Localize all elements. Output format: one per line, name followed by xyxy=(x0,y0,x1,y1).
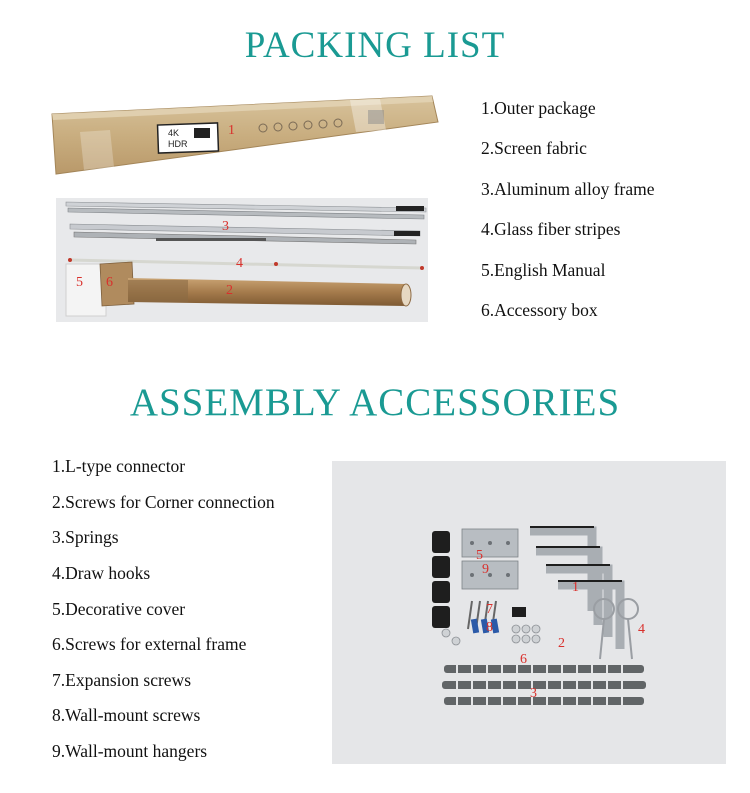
svg-text:HDR: HDR xyxy=(168,139,188,149)
svg-text:4K: 4K xyxy=(168,128,180,138)
packing-item: 6.Accessory box xyxy=(481,300,598,320)
assembly-accessories-title: ASSEMBLY ACCESSORIES xyxy=(129,381,621,424)
assembly-item: 6.Screws for external frame xyxy=(52,634,247,654)
assembly-item: 2.Screws for Corner connection xyxy=(52,492,275,512)
packing-item: 5.English Manual xyxy=(481,260,606,280)
svg-text:6: 6 xyxy=(106,275,113,290)
assembly-item: 4.Draw hooks xyxy=(52,563,151,583)
svg-text:2: 2 xyxy=(558,636,565,651)
package-contents-photo xyxy=(56,198,428,322)
svg-text:4: 4 xyxy=(236,256,243,271)
packing-list-title: PACKING LIST xyxy=(244,25,506,66)
packing-item: 1.Outer package xyxy=(481,98,596,118)
svg-text:1: 1 xyxy=(228,123,235,138)
assembly-item: 3.Springs xyxy=(52,527,119,547)
assembly-item: 5.Decorative cover xyxy=(52,599,186,619)
assembly-accessories-photo xyxy=(332,461,726,764)
svg-text:3: 3 xyxy=(222,219,229,234)
svg-text:5: 5 xyxy=(476,548,483,563)
svg-text:5: 5 xyxy=(76,275,83,290)
assembly-item: 1.L-type connector xyxy=(52,456,186,476)
assembly-item: 9.Wall-mount hangers xyxy=(52,741,208,761)
svg-text:9: 9 xyxy=(482,562,489,577)
outer-package-photo xyxy=(50,92,440,177)
packing-item: 4.Glass fiber stripes xyxy=(481,219,621,239)
svg-text:3: 3 xyxy=(530,686,537,701)
packing-item: 2.Screen fabric xyxy=(481,138,587,158)
assembly-item: 8.Wall-mount screws xyxy=(52,705,201,725)
svg-text:6: 6 xyxy=(520,652,527,667)
svg-text:8: 8 xyxy=(486,620,493,635)
assembly-item: 7.Expansion screws xyxy=(52,670,192,690)
svg-text:4: 4 xyxy=(638,622,645,637)
packing-item: 3.Aluminum alloy frame xyxy=(481,179,655,199)
svg-text:2: 2 xyxy=(226,283,233,298)
box-4k-hdr-logo xyxy=(158,123,219,153)
svg-text:1: 1 xyxy=(572,580,579,595)
svg-text:7: 7 xyxy=(486,602,493,617)
